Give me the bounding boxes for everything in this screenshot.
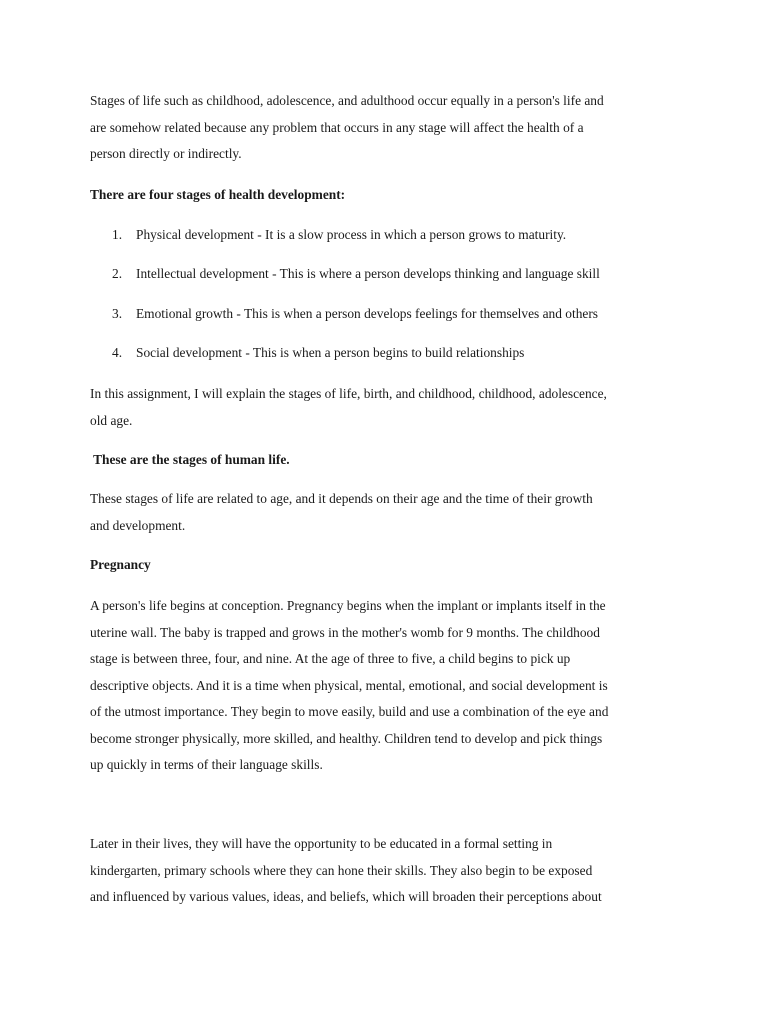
list-text: Social development - This is when a person begins to build relationships (136, 345, 525, 360)
list-number: 1. (112, 227, 123, 242)
text-line: become stronger physically, more skilled, and healthy. Children tend to develop and pick things (90, 730, 603, 746)
later-paragraph (90, 831, 602, 911)
text-line: Stages of life such as childhood, adolescence, and adulthood occur equally in a person's life and (90, 93, 604, 108)
text-line: old age. (90, 412, 133, 428)
list-number: 2. (112, 266, 123, 281)
list-text: Emotional growth - This is when a person develops feelings for themselves and others (136, 306, 599, 321)
pregnancy-heading: Pregnancy (90, 557, 151, 572)
list-number: 4. (112, 345, 123, 360)
text-line: and development. (90, 517, 186, 533)
text-line: stage is between three, four, and nine. At the age of three to five, a child begins to pick up (90, 651, 571, 666)
text-line: Later in their lives, they will have the opportunity to be educated in a formal setting in (90, 836, 553, 851)
text-line: In this assignment, I will explain the stages of life, birth, and childhood, childhood, adolescence, (90, 386, 607, 401)
text-line: These stages of life are related to age, and it depends on their age and the time of their growth (90, 491, 593, 506)
pregnancy-paragraph (90, 593, 608, 779)
list-text: Physical development - It is a slow process in which a person grows to maturity. (136, 227, 567, 242)
text-line: A person's life begins at conception. Pregnancy begins when the implant or implants itself in the (90, 598, 606, 613)
text-line: kindergarten, primary schools where they can hone their skills. They also begin to be exposed (90, 862, 593, 878)
intro-paragraph (90, 88, 604, 168)
text-line: up quickly in terms of their language skills. (90, 757, 323, 772)
human-life-heading: These are the stages of human life. (90, 452, 290, 467)
four-stages-heading: There are four stages of health development: (90, 187, 346, 202)
list-number: 3. (112, 306, 123, 321)
related-age-paragraph (90, 486, 593, 539)
text-line: of the utmost importance. They begin to move easily, build and use a combination of the eye and (90, 704, 609, 719)
text-line: uterine wall. The baby is trapped and grows in the mother's womb for 9 months. The childhood (90, 624, 600, 640)
document-page (90, 0, 690, 1024)
list-text: Intellectual development - This is where a person develops thinking and language skill (136, 266, 600, 281)
text-line: descriptive objects. And it is a time when physical, mental, emotional, and social development is (90, 677, 608, 693)
text-line: are somehow related because any problem that occurs in any stage will affect the health of a (90, 119, 584, 135)
assignment-paragraph (90, 381, 607, 434)
text-line: and influenced by various values, ideas, and beliefs, which will broaden their perceptions about (90, 889, 602, 904)
text-line: person directly or indirectly. (90, 146, 242, 161)
